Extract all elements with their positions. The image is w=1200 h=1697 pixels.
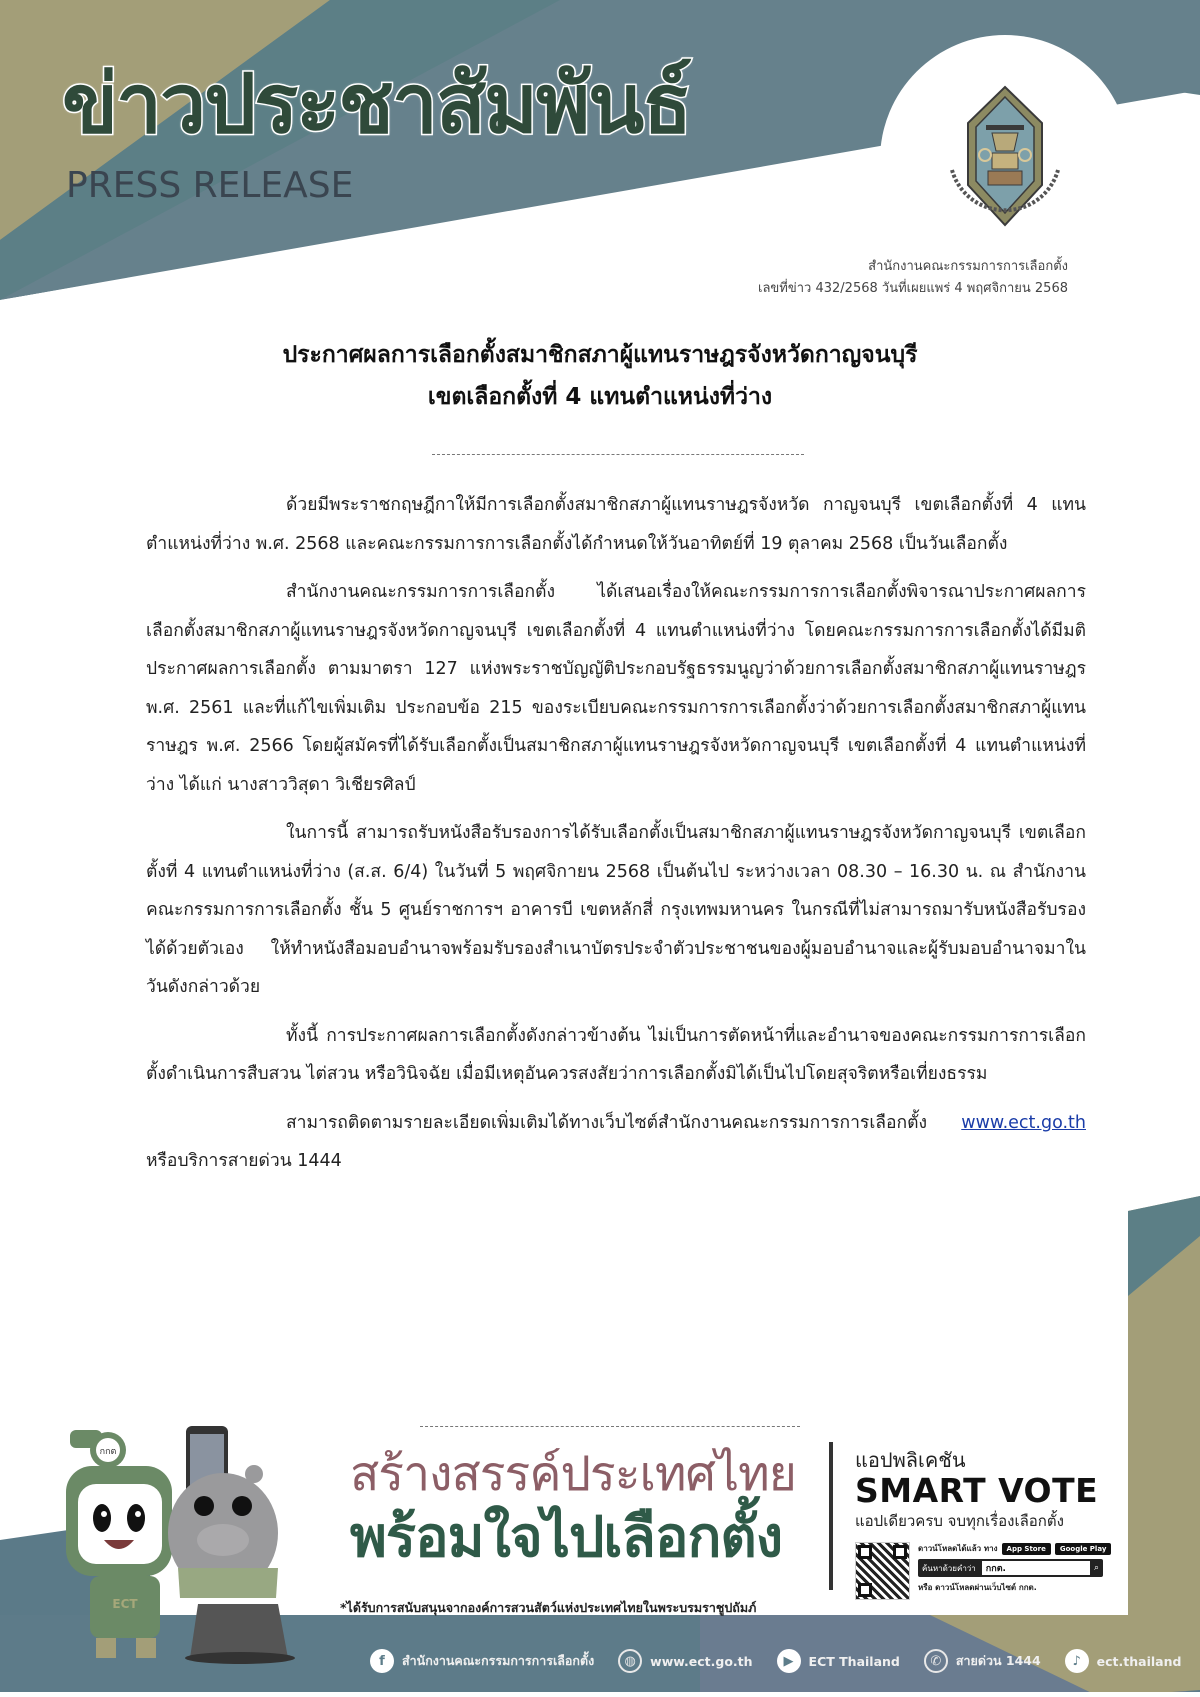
- smart-vote-promo: [855, 1448, 1115, 1600]
- facebook-icon[interactable]: f: [370, 1649, 394, 1673]
- slogan-line-1: สร้างสรรค์ประเทศไทย: [350, 1446, 796, 1502]
- globe-icon[interactable]: ◍: [618, 1649, 642, 1673]
- footer-divider: [420, 1426, 800, 1427]
- app-name: SMART VOTE: [855, 1471, 1099, 1510]
- svg-text:กกต: กกต: [99, 1447, 117, 1457]
- search-value: กกต.: [982, 1561, 1090, 1575]
- paragraph: ในการนี้ สามารถรับหนังสือรับรองการได้รับเลือกตั้งเป็นสมาชิกสภาผู้แทนราษฎรจังหวัดกาญจนบุรี เขตเลือกตั้งที่ 4 แทนตำแหน่งที่ว่าง (ส.ส. 6/4) ในวันที่ 5 พฤศจิกายน 2568 เป็นต้นไป ระหว่างเวลา 08.30 – 16.30 น. ณ สำนักงานคณะกรรมการการเลือกตั้ง ชั้น 5 ศูนย์ราชการฯ อาคารบี เขตหลักสี่ กรุงเทพมหานคร ในกรณีที่ไม่สามารถมารับหนังสือรับรองได้ด้วยตัวเอง ให้ทำหนังสือมอบอำนาจพร้อมรับรองสำเนาบัตรประจำตัวประชาชนของผู้มอบอำนาจและผู้รับมอบอำนาจมาในวันดังกล่าวด้วย: [146, 823, 1086, 997]
- search-label: ค้นหาด้วยคำว่า: [922, 1563, 976, 1573]
- ect-seal-icon: [930, 85, 1080, 235]
- title-divider: [432, 454, 804, 455]
- social-youtube-label[interactable]: ECT Thailand: [808, 1653, 900, 1669]
- sponsor-note: *ได้รับการสนับสนุนจากองค์การสวนสัตว์แห่งประเทศไทยในพระบรมราชูปถัมภ์: [340, 1600, 757, 1615]
- social-tiktok-label[interactable]: ect.thailand: [1096, 1653, 1182, 1669]
- header-title-thai: ข่าวประชาสัมพันธ์: [62, 57, 691, 152]
- ect-website-link[interactable]: www.ect.go.th: [961, 1112, 1086, 1133]
- footer-vertical-divider: [829, 1442, 833, 1590]
- phone-icon[interactable]: ✆: [924, 1649, 948, 1673]
- agency-info: [758, 256, 1068, 300]
- social-facebook-label[interactable]: สำนักงานคณะกรรมการการเลือกตั้ง: [402, 1653, 595, 1668]
- svg-text:ECT: ECT: [112, 1597, 138, 1611]
- app-store-badge[interactable]: App Store: [1002, 1543, 1051, 1555]
- paragraph-contact: [146, 1104, 1086, 1181]
- slogan-line-2: พร้อมใจไปเลือกตั้ง: [350, 1505, 783, 1570]
- app-label: แอปพลิเคชัน: [855, 1448, 966, 1472]
- hotline-text: หรือบริการสายด่วน 1444: [146, 1151, 342, 1171]
- agency-name: สำนักงานคณะกรรมการการเลือกตั้ง: [868, 259, 1068, 274]
- paragraph: ทั้งนี้ การประกาศผลการเลือกตั้งดังกล่าวข้างต้น ไม่เป็นการตัดหน้าที่และอำนาจของคณะกรรมการการเลือกตั้งดำเนินการสืบสวน ไต่สวน หรือวินิจฉัย เมื่อมีเหตุอันควรสงสัยว่าการเลือกตั้งมิได้เป็นไปโดยสุจริตหรือเที่ยงธรรม: [146, 1025, 1086, 1084]
- mascot-illustration: [18, 1418, 338, 1668]
- release-info: เลขที่ข่าว 432/2568 วันที่เผยแพร่ 4 พฤศจิกายน 2568: [758, 281, 1068, 296]
- web-download-note: หรือ ดาวน์โหลดผ่านเว็บไซต์ กกต.: [918, 1583, 1037, 1592]
- search-icon: ⌕: [1093, 1563, 1099, 1573]
- document-title: [0, 334, 1200, 418]
- paragraph: ด้วยมีพระราชกฤษฎีกาให้มีการเลือกตั้งสมาชิกสภาผู้แทนราษฎรจังหวัด กาญจนบุรี เขตเลือกตั้งที่ 4 แทนตำแหน่งที่ว่าง พ.ศ. 2568 และคณะกรรมการการเลือกตั้งได้กำหนดให้วันอาทิตย์ที่ 19 ตุลาคม 2568 เป็นวันเลือกตั้ง: [146, 495, 1086, 554]
- paragraph: สำนักงานคณะกรรมการการเลือกตั้ง ได้เสนอเรื่องให้คณะกรรมการการเลือกตั้งพิจารณาประกาศผลการเลือกตั้งสมาชิกสภาผู้แทนราษฎรจังหวัดกาญจนบุรี เขตเลือกตั้งที่ 4 แทนตำแหน่งที่ว่าง โดยคณะกรรมการการเลือกตั้งได้มีมติประกาศผลการเลือกตั้ง ตามมาตรา 127 แห่งพระราชบัญญัติประกอบรัฐธรรมนูญว่าด้วยการเลือกตั้งสมาชิกสภาผู้แทนราษฎร พ.ศ. 2561 และที่แก้ไขเพิ่มเติม ประกอบข้อ 215 ของระเบียบคณะกรรมการการเลือกตั้งว่าด้วยการเลือกตั้งสมาชิกสภาผู้แทนราษฎร พ.ศ. 2566 โดยผู้สมัครที่ได้รับเลือกตั้งเป็นสมาชิกสภาผู้แทนราษฎรจังหวัดกาญจนบุรี เขตเลือกตั้งที่ 4 แทนตำแหน่งที่ว่าง ได้แก่ นางสาววิสุดา วิเชียรศิลป์: [146, 582, 1086, 795]
- qr-code-icon[interactable]: [855, 1542, 910, 1600]
- document-title-line-1: ประกาศผลการเลือกตั้งสมาชิกสภาผู้แทนราษฎรจังหวัดกาญจนบุรี: [282, 342, 918, 368]
- social-hotline-label[interactable]: สายด่วน 1444: [955, 1653, 1041, 1668]
- social-website-label[interactable]: www.ect.go.th: [650, 1653, 753, 1669]
- tiktok-icon[interactable]: ♪: [1065, 1649, 1089, 1673]
- google-play-badge[interactable]: Google Play: [1055, 1543, 1112, 1555]
- document-title-line-2: เขตเลือกตั้งที่ 4 แทนตำแหน่งที่ว่าง: [427, 384, 773, 410]
- app-search-bar: [918, 1559, 1103, 1577]
- contact-text: สามารถติดตามรายละเอียดเพิ่มเติมได้ทางเว็บไซต์สำนักงานคณะกรรมการการเลือกตั้ง: [286, 1112, 928, 1133]
- app-tagline: แอปเดียวครบ จบทุกเรื่องเลือกตั้ง: [855, 1512, 1064, 1530]
- header-title-english: PRESS RELEASE: [66, 165, 354, 206]
- download-label: ดาวน์โหลดได้แล้ว ทาง: [918, 1544, 998, 1553]
- youtube-icon[interactable]: ▶: [777, 1649, 801, 1673]
- document-body: [146, 486, 1086, 1191]
- social-links-bar: [370, 1647, 1181, 1675]
